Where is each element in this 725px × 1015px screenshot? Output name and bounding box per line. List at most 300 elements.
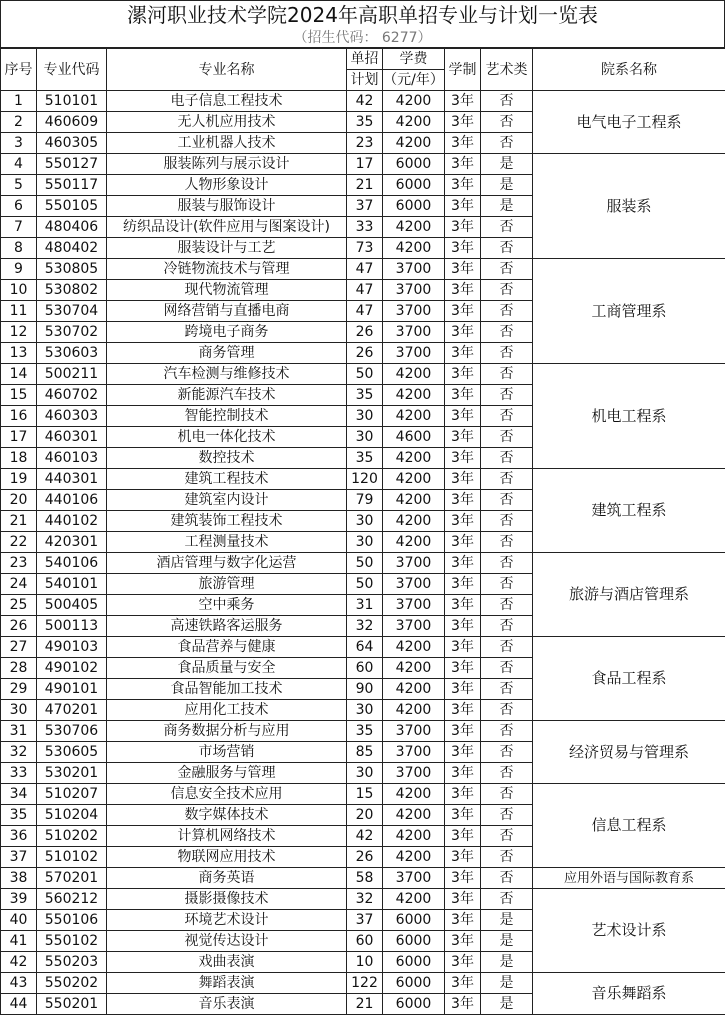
table-row <box>1 721 725 742</box>
fee-cell: 4200 <box>383 469 445 490</box>
seq-cell: 44 <box>1 994 37 1015</box>
code-cell: 560212 <box>37 889 107 910</box>
duration-cell: 3年 <box>445 280 481 301</box>
major-name-cell: 戏曲表演 <box>107 952 347 973</box>
art-cell: 否 <box>481 364 533 385</box>
quota-cell: 60 <box>347 658 383 679</box>
quota-cell: 30 <box>347 427 383 448</box>
fee-cell: 3700 <box>383 721 445 742</box>
quota-cell: 37 <box>347 196 383 217</box>
seq-cell: 5 <box>1 175 37 196</box>
art-cell: 否 <box>481 616 533 637</box>
fee-cell: 6000 <box>383 952 445 973</box>
major-name-cell: 服装设计与工艺 <box>107 238 347 259</box>
major-name-cell: 酒店管理与数字化运营 <box>107 553 347 574</box>
duration-cell: 3年 <box>445 889 481 910</box>
header-code: 专业代码 <box>37 49 107 91</box>
art-cell: 否 <box>481 826 533 847</box>
duration-cell: 3年 <box>445 532 481 553</box>
fee-cell: 4200 <box>383 490 445 511</box>
duration-cell: 3年 <box>445 196 481 217</box>
code-cell: 420301 <box>37 532 107 553</box>
seq-cell: 32 <box>1 742 37 763</box>
major-name-cell: 机电一体化技术 <box>107 427 347 448</box>
major-name-cell: 市场营销 <box>107 742 347 763</box>
quota-cell: 21 <box>347 994 383 1015</box>
quota-cell: 26 <box>347 343 383 364</box>
code-cell: 530605 <box>37 742 107 763</box>
seq-cell: 3 <box>1 133 37 154</box>
quota-cell: 120 <box>347 469 383 490</box>
header-quota-line1: 单招 <box>347 49 383 70</box>
quota-cell: 20 <box>347 805 383 826</box>
seq-cell: 18 <box>1 448 37 469</box>
art-cell: 是 <box>481 994 533 1015</box>
major-name-cell: 商务英语 <box>107 868 347 889</box>
major-name-cell: 摄影摄像技术 <box>107 889 347 910</box>
art-cell: 是 <box>481 175 533 196</box>
art-cell: 否 <box>481 91 533 112</box>
duration-cell: 3年 <box>445 427 481 448</box>
fee-cell: 4200 <box>383 658 445 679</box>
code-cell: 510204 <box>37 805 107 826</box>
seq-cell: 4 <box>1 154 37 175</box>
seq-cell: 19 <box>1 469 37 490</box>
seq-cell: 11 <box>1 301 37 322</box>
seq-cell: 33 <box>1 763 37 784</box>
duration-cell: 3年 <box>445 553 481 574</box>
quota-cell: 30 <box>347 532 383 553</box>
fee-cell: 3700 <box>383 742 445 763</box>
seq-cell: 10 <box>1 280 37 301</box>
fee-cell: 4600 <box>383 427 445 448</box>
seq-cell: 43 <box>1 973 37 994</box>
department-cell: 服装系 <box>533 154 725 259</box>
fee-cell: 6000 <box>383 973 445 994</box>
fee-cell: 4200 <box>383 238 445 259</box>
code-cell: 550105 <box>37 196 107 217</box>
duration-cell: 3年 <box>445 637 481 658</box>
quota-cell: 85 <box>347 742 383 763</box>
code-cell: 550102 <box>37 931 107 952</box>
code-cell: 530802 <box>37 280 107 301</box>
art-cell: 否 <box>481 805 533 826</box>
seq-cell: 20 <box>1 490 37 511</box>
art-cell: 否 <box>481 679 533 700</box>
fee-cell: 3700 <box>383 280 445 301</box>
code-cell: 550106 <box>37 910 107 931</box>
duration-cell: 3年 <box>445 700 481 721</box>
duration-cell: 3年 <box>445 826 481 847</box>
art-cell: 否 <box>481 847 533 868</box>
table-row <box>1 154 725 175</box>
code-cell: 550127 <box>37 154 107 175</box>
art-cell: 否 <box>481 868 533 889</box>
department-cell: 食品工程系 <box>533 637 725 721</box>
art-cell: 否 <box>481 721 533 742</box>
fee-cell: 3700 <box>383 301 445 322</box>
art-cell: 否 <box>481 238 533 259</box>
department-cell: 经济贸易与管理系 <box>533 721 725 784</box>
quota-cell: 31 <box>347 595 383 616</box>
table-row <box>1 259 725 280</box>
quota-cell: 50 <box>347 364 383 385</box>
major-name-cell: 空中乘务 <box>107 595 347 616</box>
duration-cell: 3年 <box>445 511 481 532</box>
seq-cell: 39 <box>1 889 37 910</box>
code-cell: 510202 <box>37 826 107 847</box>
header-dept: 院系名称 <box>533 49 725 91</box>
major-name-cell: 旅游管理 <box>107 574 347 595</box>
table-row <box>1 364 725 385</box>
fee-cell: 4200 <box>383 784 445 805</box>
seq-cell: 37 <box>1 847 37 868</box>
code-cell: 550203 <box>37 952 107 973</box>
seq-cell: 12 <box>1 322 37 343</box>
duration-cell: 3年 <box>445 784 481 805</box>
quota-cell: 50 <box>347 574 383 595</box>
duration-cell: 3年 <box>445 805 481 826</box>
major-name-cell: 视觉传达设计 <box>107 931 347 952</box>
fee-cell: 3700 <box>383 343 445 364</box>
quota-cell: 35 <box>347 721 383 742</box>
seq-cell: 29 <box>1 679 37 700</box>
major-name-cell: 金融服务与管理 <box>107 763 347 784</box>
duration-cell: 3年 <box>445 616 481 637</box>
table-row <box>1 973 725 994</box>
quota-cell: 64 <box>347 637 383 658</box>
major-name-cell: 纺织品设计(软件应用与图案设计) <box>107 217 347 238</box>
major-name-cell: 高速铁路客运服务 <box>107 616 347 637</box>
table-row <box>1 91 725 112</box>
art-cell: 否 <box>481 406 533 427</box>
fee-cell: 4200 <box>383 700 445 721</box>
art-cell: 否 <box>481 322 533 343</box>
major-name-cell: 建筑室内设计 <box>107 490 347 511</box>
art-cell: 否 <box>481 448 533 469</box>
seq-cell: 38 <box>1 868 37 889</box>
code-cell: 530201 <box>37 763 107 784</box>
page-title: 漯河职业技术学院2024年高职单招专业与计划一览表 <box>0 0 725 28</box>
major-name-cell: 数字媒体技术 <box>107 805 347 826</box>
table-body <box>1 91 725 1015</box>
major-name-cell: 食品智能加工技术 <box>107 679 347 700</box>
seq-cell: 25 <box>1 595 37 616</box>
quota-cell: 37 <box>347 910 383 931</box>
quota-cell: 122 <box>347 973 383 994</box>
seq-cell: 15 <box>1 385 37 406</box>
fee-cell: 4200 <box>383 406 445 427</box>
major-name-cell: 应用化工技术 <box>107 700 347 721</box>
code-cell: 490101 <box>37 679 107 700</box>
code-cell: 460609 <box>37 112 107 133</box>
code-cell: 530805 <box>37 259 107 280</box>
fee-cell: 4200 <box>383 847 445 868</box>
duration-cell: 3年 <box>445 490 481 511</box>
quota-cell: 30 <box>347 700 383 721</box>
duration-cell: 3年 <box>445 868 481 889</box>
fee-cell: 3700 <box>383 574 445 595</box>
seq-cell: 41 <box>1 931 37 952</box>
major-name-cell: 电子信息工程技术 <box>107 91 347 112</box>
seq-cell: 31 <box>1 721 37 742</box>
code-cell: 460305 <box>37 133 107 154</box>
quota-cell: 79 <box>347 490 383 511</box>
art-cell: 否 <box>481 637 533 658</box>
art-cell: 否 <box>481 700 533 721</box>
quota-cell: 42 <box>347 826 383 847</box>
art-cell: 是 <box>481 910 533 931</box>
quota-cell: 30 <box>347 511 383 532</box>
quota-cell: 17 <box>347 154 383 175</box>
fee-cell: 4200 <box>383 511 445 532</box>
art-cell: 否 <box>481 889 533 910</box>
major-name-cell: 智能控制技术 <box>107 406 347 427</box>
art-cell: 否 <box>481 742 533 763</box>
fee-cell: 3700 <box>383 763 445 784</box>
seq-cell: 27 <box>1 637 37 658</box>
fee-cell: 3700 <box>383 553 445 574</box>
major-name-cell: 无人机应用技术 <box>107 112 347 133</box>
fee-cell: 4200 <box>383 91 445 112</box>
duration-cell: 3年 <box>445 721 481 742</box>
art-cell: 是 <box>481 952 533 973</box>
seq-cell: 7 <box>1 217 37 238</box>
major-name-cell: 跨境电子商务 <box>107 322 347 343</box>
seq-cell: 21 <box>1 511 37 532</box>
fee-cell: 3700 <box>383 259 445 280</box>
code-cell: 490102 <box>37 658 107 679</box>
duration-cell: 3年 <box>445 742 481 763</box>
quota-cell: 90 <box>347 679 383 700</box>
department-cell: 艺术设计系 <box>533 889 725 973</box>
major-name-cell: 现代物流管理 <box>107 280 347 301</box>
header-name: 专业名称 <box>107 49 347 91</box>
duration-cell: 3年 <box>445 154 481 175</box>
quota-cell: 35 <box>347 385 383 406</box>
art-cell: 否 <box>481 595 533 616</box>
code-cell: 500113 <box>37 616 107 637</box>
code-cell: 530702 <box>37 322 107 343</box>
art-cell: 是 <box>481 973 533 994</box>
duration-cell: 3年 <box>445 259 481 280</box>
fee-cell: 3700 <box>383 616 445 637</box>
duration-cell: 3年 <box>445 91 481 112</box>
table-row <box>1 469 725 490</box>
seq-cell: 36 <box>1 826 37 847</box>
art-cell: 否 <box>481 280 533 301</box>
art-cell: 否 <box>481 511 533 532</box>
header-quota-line2: 计划 <box>347 70 383 91</box>
code-cell: 510102 <box>37 847 107 868</box>
seq-cell: 42 <box>1 952 37 973</box>
duration-cell: 3年 <box>445 301 481 322</box>
art-cell: 否 <box>481 469 533 490</box>
fee-cell: 4200 <box>383 112 445 133</box>
duration-cell: 3年 <box>445 238 481 259</box>
code-cell: 550117 <box>37 175 107 196</box>
seq-cell: 35 <box>1 805 37 826</box>
major-name-cell: 物联网应用技术 <box>107 847 347 868</box>
fee-cell: 4200 <box>383 385 445 406</box>
seq-cell: 2 <box>1 112 37 133</box>
seq-cell: 26 <box>1 616 37 637</box>
seq-cell: 34 <box>1 784 37 805</box>
duration-cell: 3年 <box>445 931 481 952</box>
art-cell: 否 <box>481 490 533 511</box>
fee-cell: 4200 <box>383 889 445 910</box>
quota-cell: 47 <box>347 280 383 301</box>
seq-cell: 8 <box>1 238 37 259</box>
fee-cell: 4200 <box>383 133 445 154</box>
fee-cell: 3700 <box>383 868 445 889</box>
major-name-cell: 建筑工程技术 <box>107 469 347 490</box>
duration-cell: 3年 <box>445 112 481 133</box>
quota-cell: 33 <box>347 217 383 238</box>
major-name-cell: 新能源汽车技术 <box>107 385 347 406</box>
department-cell: 信息工程系 <box>533 784 725 868</box>
seq-cell: 6 <box>1 196 37 217</box>
major-name-cell: 冷链物流技术与管理 <box>107 259 347 280</box>
fee-cell: 6000 <box>383 994 445 1015</box>
fee-cell: 4200 <box>383 805 445 826</box>
art-cell: 否 <box>481 784 533 805</box>
seq-cell: 24 <box>1 574 37 595</box>
quota-cell: 26 <box>347 322 383 343</box>
quota-cell: 15 <box>347 784 383 805</box>
art-cell: 否 <box>481 343 533 364</box>
quota-cell: 73 <box>347 238 383 259</box>
quota-cell: 30 <box>347 406 383 427</box>
seq-cell: 30 <box>1 700 37 721</box>
duration-cell: 3年 <box>445 679 481 700</box>
seq-cell: 16 <box>1 406 37 427</box>
duration-cell: 3年 <box>445 658 481 679</box>
art-cell: 否 <box>481 658 533 679</box>
major-name-cell: 商务数据分析与应用 <box>107 721 347 742</box>
duration-cell: 3年 <box>445 763 481 784</box>
duration-cell: 3年 <box>445 175 481 196</box>
duration-cell: 3年 <box>445 133 481 154</box>
major-name-cell: 服装与服饰设计 <box>107 196 347 217</box>
quota-cell: 50 <box>347 553 383 574</box>
department-cell: 应用外语与国际教育系 <box>533 868 725 889</box>
enrollment-code: （招生代码： 6277） <box>0 28 725 48</box>
major-name-cell: 食品质量与安全 <box>107 658 347 679</box>
code-cell: 490103 <box>37 637 107 658</box>
code-cell: 550201 <box>37 994 107 1015</box>
art-cell: 否 <box>481 259 533 280</box>
quota-cell: 42 <box>347 91 383 112</box>
fee-cell: 6000 <box>383 931 445 952</box>
fee-cell: 6000 <box>383 154 445 175</box>
quota-cell: 35 <box>347 448 383 469</box>
fee-cell: 4200 <box>383 448 445 469</box>
department-cell: 音乐舞蹈系 <box>533 973 725 1015</box>
art-cell: 否 <box>481 763 533 784</box>
header-seq: 序号 <box>1 49 37 91</box>
table-row <box>1 868 725 889</box>
fee-cell: 4200 <box>383 826 445 847</box>
major-name-cell: 数控技术 <box>107 448 347 469</box>
department-cell: 旅游与酒店管理系 <box>533 553 725 637</box>
art-cell: 否 <box>481 574 533 595</box>
code-cell: 480406 <box>37 217 107 238</box>
quota-cell: 60 <box>347 931 383 952</box>
code-cell: 570201 <box>37 868 107 889</box>
seq-cell: 40 <box>1 910 37 931</box>
seq-cell: 9 <box>1 259 37 280</box>
major-name-cell: 音乐表演 <box>107 994 347 1015</box>
table-row <box>1 637 725 658</box>
header-fee-line2: （元/年） <box>383 70 445 91</box>
seq-cell: 13 <box>1 343 37 364</box>
major-name-cell: 网络营销与直播电商 <box>107 301 347 322</box>
art-cell: 是 <box>481 154 533 175</box>
major-name-cell: 工业机器人技术 <box>107 133 347 154</box>
duration-cell: 3年 <box>445 322 481 343</box>
code-cell: 530704 <box>37 301 107 322</box>
seq-cell: 17 <box>1 427 37 448</box>
quota-cell: 35 <box>347 112 383 133</box>
art-cell: 否 <box>481 217 533 238</box>
code-cell: 530706 <box>37 721 107 742</box>
department-cell: 工商管理系 <box>533 259 725 364</box>
seq-cell: 22 <box>1 532 37 553</box>
art-cell: 否 <box>481 385 533 406</box>
major-name-cell: 商务管理 <box>107 343 347 364</box>
art-cell: 否 <box>481 532 533 553</box>
duration-cell: 3年 <box>445 217 481 238</box>
seq-cell: 28 <box>1 658 37 679</box>
code-cell: 510207 <box>37 784 107 805</box>
table-row <box>1 784 725 805</box>
fee-cell: 6000 <box>383 910 445 931</box>
duration-cell: 3年 <box>445 448 481 469</box>
fee-cell: 4200 <box>383 364 445 385</box>
quota-cell: 26 <box>347 847 383 868</box>
code-cell: 510101 <box>37 91 107 112</box>
quota-cell: 23 <box>347 133 383 154</box>
seq-cell: 1 <box>1 91 37 112</box>
department-cell: 建筑工程系 <box>533 469 725 553</box>
department-cell: 电气电子工程系 <box>533 91 725 154</box>
duration-cell: 3年 <box>445 574 481 595</box>
code-cell: 460702 <box>37 385 107 406</box>
code-cell: 460303 <box>37 406 107 427</box>
duration-cell: 3年 <box>445 910 481 931</box>
art-cell: 否 <box>481 427 533 448</box>
code-cell: 550202 <box>37 973 107 994</box>
art-cell: 是 <box>481 931 533 952</box>
code-cell: 540106 <box>37 553 107 574</box>
code-cell: 440301 <box>37 469 107 490</box>
fee-cell: 4200 <box>383 532 445 553</box>
quota-cell: 32 <box>347 889 383 910</box>
fee-cell: 4200 <box>383 637 445 658</box>
art-cell: 否 <box>481 112 533 133</box>
duration-cell: 3年 <box>445 952 481 973</box>
major-name-cell: 食品营养与健康 <box>107 637 347 658</box>
seq-cell: 23 <box>1 553 37 574</box>
quota-cell: 21 <box>347 175 383 196</box>
major-name-cell: 信息安全技术应用 <box>107 784 347 805</box>
fee-cell: 4200 <box>383 217 445 238</box>
department-cell: 机电工程系 <box>533 364 725 469</box>
code-cell: 440106 <box>37 490 107 511</box>
seq-cell: 14 <box>1 364 37 385</box>
major-name-cell: 舞蹈表演 <box>107 973 347 994</box>
